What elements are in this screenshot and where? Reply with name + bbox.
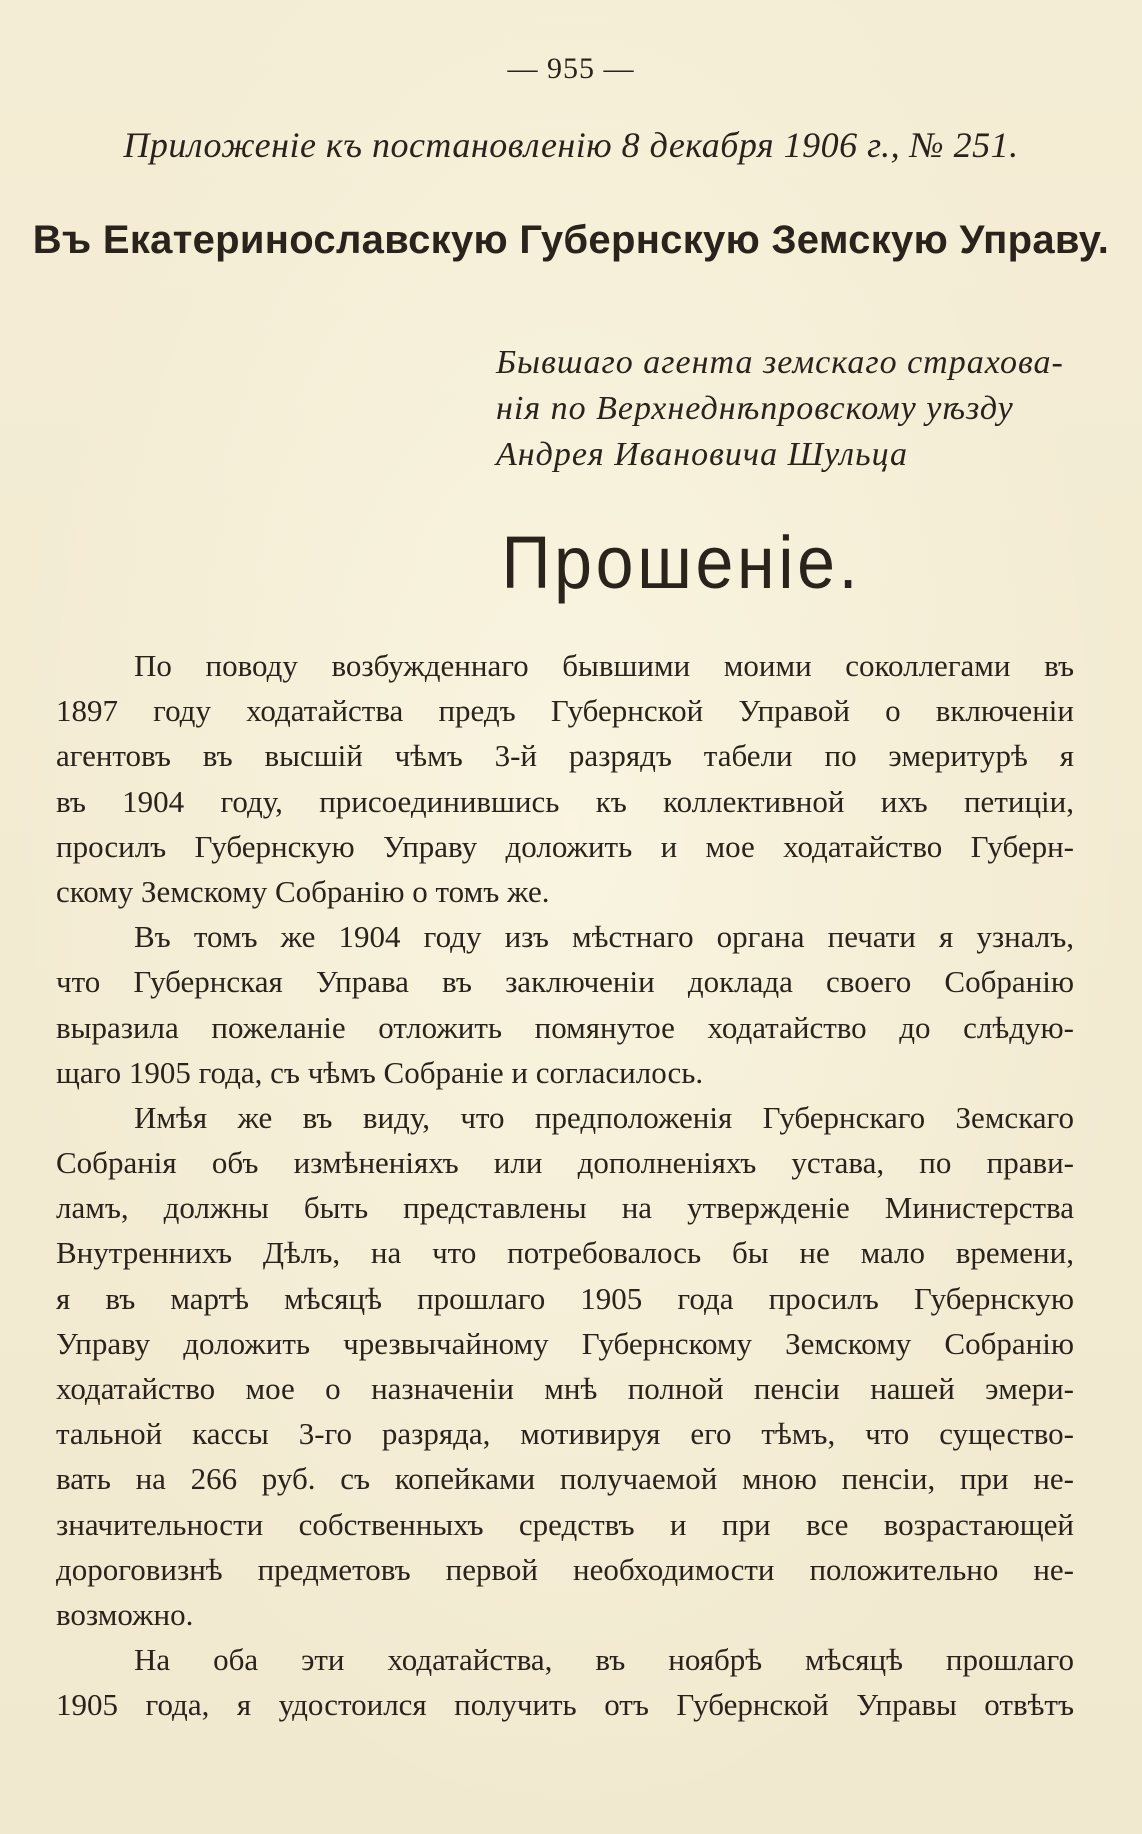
text-line: Внутреннихъ Дѣлъ, на что потребовалось бы не мало времени, bbox=[56, 1235, 1074, 1271]
text-line: Собранія объ измѣненіяхъ или дополненіяхъ устава, по прави- bbox=[56, 1145, 1074, 1181]
text-line: дороговизнѣ предметовъ первой необходимости положительно не- bbox=[56, 1551, 1074, 1587]
text-line: ламъ, должны быть представлены на утвержденіе Министерства bbox=[56, 1190, 1074, 1226]
text-line: агентовъ въ высшій чѣмъ 3-й разрядъ табели по эмеритурѣ я bbox=[56, 738, 1074, 774]
text-line: щаго 1905 года, съ чѣмъ Собраніе и согласилось. bbox=[56, 1054, 704, 1090]
sender-line: Бывшаго агента земскаго страхова- bbox=[496, 344, 1064, 381]
text-line: вать на 266 руб. съ копейками получаемой мною пенсіи, при не- bbox=[56, 1461, 1074, 1497]
text-line: я въ мартѣ мѣсяцѣ прошлаго 1905 года просилъ Губернскую bbox=[56, 1280, 1074, 1316]
text-line: Въ томъ же 1904 году изъ мѣстнаго органа печати я узналъ, bbox=[134, 919, 1074, 955]
text-line: просилъ Губернскую Управу доложить и мое ходатайство Губерн- bbox=[56, 828, 1074, 864]
sender-block bbox=[496, 340, 1086, 478]
appendix-note: Приложеніе къ постановленію 8 декабря 1906 г., № 251. bbox=[123, 125, 1019, 165]
addressee-heading: Въ Екатеринославскую Губернскую Земскую Управу. bbox=[32, 218, 1110, 262]
text-line: По поводу возбужденнаго бывшими моими соколлегами въ bbox=[134, 648, 1074, 683]
text-line: выразила пожеланіе отложить помянутое ходатайство до слѣдую- bbox=[56, 1009, 1074, 1045]
sender-line: Андрея Ивановича Шульца bbox=[496, 436, 909, 473]
text-line: На оба эти ходатайства, въ ноябрѣ мѣсяцѣ прошлаго bbox=[134, 1642, 1074, 1678]
petition-body bbox=[56, 643, 1074, 1728]
text-line: значительности собственныхъ средствъ и при все возрастающей bbox=[56, 1506, 1074, 1542]
petition-title: Прошеніе. bbox=[501, 521, 862, 604]
text-line: что Губернская Управа въ заключеніи доклада своего Собранію bbox=[56, 964, 1074, 1000]
text-line: Имѣя же въ виду, что предположенія Губернскаго Земскаго bbox=[134, 1099, 1074, 1135]
text-line: 1897 году ходатайства предъ Губернской Управой о включеніи bbox=[56, 693, 1074, 729]
page-number: — 955 — bbox=[507, 52, 635, 85]
text-line: ходатайство мое о назначеніи мнѣ полной пенсіи нашей эмери- bbox=[56, 1371, 1074, 1406]
text-line: тальной кассы 3-го разряда, мотивируя его тѣмъ, что существо- bbox=[56, 1416, 1074, 1452]
sender-line: нія по Верхнеднѣпровскому уѣзду bbox=[496, 390, 1014, 427]
text-line: скому Земскому Собранію о томъ же. bbox=[56, 873, 550, 909]
text-line: Управу доложить чрезвычайному Губернскому Земскому Собранію bbox=[56, 1325, 1074, 1361]
text-line: возможно. bbox=[56, 1596, 194, 1632]
text-line: 1905 года, я удостоился получить отъ Губернской Управы отвѣтъ bbox=[56, 1687, 1074, 1723]
text-line: въ 1904 году, присоединившись къ коллективной ихъ петиціи, bbox=[56, 783, 1074, 819]
